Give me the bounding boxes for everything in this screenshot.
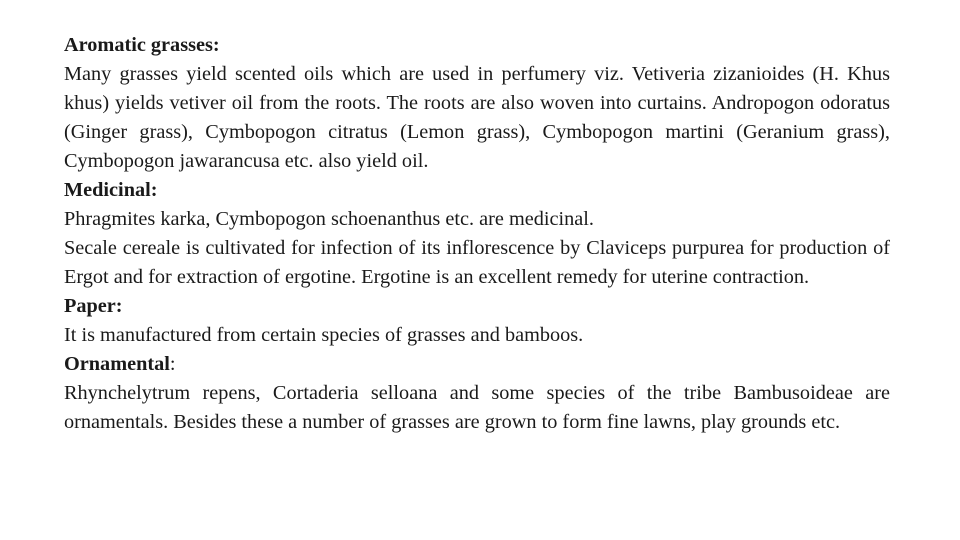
medicinal-heading: Medicinal: xyxy=(64,179,158,201)
paper-heading: Paper: xyxy=(64,295,123,317)
medicinal-text-2: Secale cereale is cultivated for infection of its inflorescence by Claviceps purpurea for production of Ergot and for extraction of ergotine. Ergotine is an excellent remedy for uterine contraction. xyxy=(64,237,890,288)
ornamental-heading xyxy=(64,350,890,379)
ornamental-text: Rhynchelytrum repens, Cortaderia selloana and some species of the tribe Bambusoideae are ornamentals. Besides these a number of grasses are grown to form fine lawns, play grounds etc. xyxy=(64,382,890,433)
slide-content xyxy=(64,31,890,437)
paper-text: It is manufactured from certain species of grasses and bamboos. xyxy=(64,324,584,346)
ornamental-heading-label: Ornamental xyxy=(64,353,170,375)
aromatic-grasses-heading: Aromatic grasses: xyxy=(64,34,220,56)
medicinal-text-1: Phragmites karka, Cymbopogon schoenanthus etc. are medicinal. xyxy=(64,208,594,230)
aromatic-grasses-text: Many grasses yield scented oils which are used in perfumery viz. Vetiveria zizanioides (H. Khus khus) yields vetiver oil from the roots. The roots are also woven into curtains. Andropogon odoratus (Ginger grass), Cymbopogon citratus (Lemon grass), Cymbopogon martini (Geranium grass), Cymbopogon jawarancusa etc. also yield oil. xyxy=(64,63,890,172)
ornamental-heading-colon: : xyxy=(169,353,176,375)
